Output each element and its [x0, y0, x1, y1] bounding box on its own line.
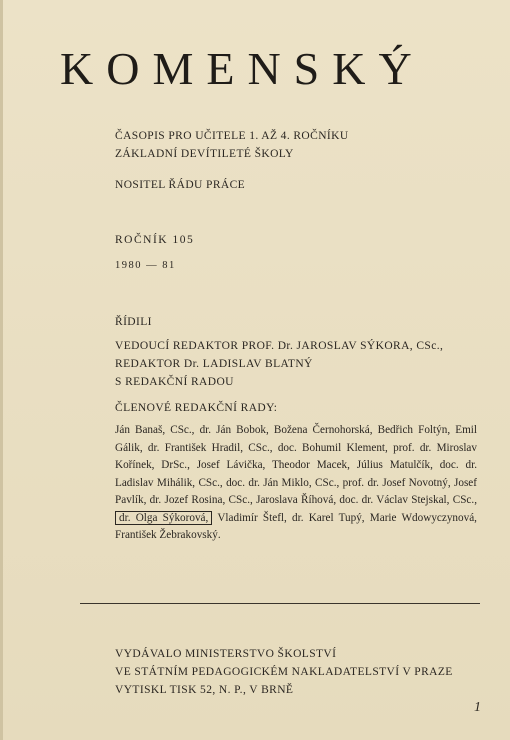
board-members — [115, 422, 477, 545]
board-heading: ČLENOVÉ REDAKČNÍ RADY: — [115, 402, 278, 414]
publisher-line-1: VYDÁVALO MINISTERSTVO ŠKOLSTVÍ — [115, 648, 337, 660]
publisher-info — [115, 645, 453, 699]
journal-subtitle — [115, 127, 349, 194]
volume-number: ROČNÍK 105 — [115, 234, 195, 246]
volume-info — [115, 231, 194, 275]
editors-heading: ŘÍDILI — [115, 316, 152, 328]
board-members-text: Ján Banaš, CSc., dr. Ján Bobok, Božena Černohorská, Bedřich Foltýn, Emil Gálik, dr. František Hradil, CSc., doc. Bohumil Klement, prof. dr. Miroslav Kořínek, DrSc., Josef Lávička, Theodor Macek, Július Matulčík, doc. dr. Ladislav Mihálik, CSc., doc. dr. Ján Miklo, CSc., prof. dr. Josef Novotný, Josef Pavlík, dr. Jozef Rosina, CSc., Jaroslava Říhová, doc. dr. Václav Stejskal, CSc., — [115, 424, 477, 506]
publisher-line-2: VE STÁTNÍM PEDAGOGICKÉM NAKLADATELSTVÍ V PRAZE — [115, 666, 453, 678]
board-members-text-end: Vladimír Štefl, dr. Karel Tupý, Marie Wdowyczynová, František Žebrakovský. — [115, 511, 477, 541]
subtitle-line-2: ZÁKLADNÍ DEVÍTILETÉ ŠKOLY — [115, 148, 294, 160]
editors-line-3: S REDAKČNÍ RADOU — [115, 376, 234, 388]
divider-line — [80, 603, 480, 604]
subtitle-line-3: NOSITEL ŘÁDU PRÁCE — [115, 179, 246, 191]
editors-line-1: VEDOUCÍ REDAKTOR PROF. Dr. JAROSLAV SÝKORA, CSc., — [115, 340, 444, 352]
volume-years: 1980 — 81 — [115, 260, 176, 271]
binding-edge — [0, 0, 3, 740]
editors-line-2: REDAKTOR Dr. LADISLAV BLATNÝ — [115, 358, 313, 370]
journal-title: KOMENSKÝ — [60, 43, 425, 94]
boxed-member-name: dr. Olga Sýkorová, — [115, 511, 212, 525]
editors-section — [115, 313, 443, 391]
page-number: 1 — [474, 700, 481, 715]
publisher-line-3: VYTISKL TISK 52, N. P., V BRNĚ — [115, 684, 294, 696]
subtitle-line-1: ČASOPIS PRO UČITELE 1. AŽ 4. ROČNÍKU — [115, 130, 349, 142]
